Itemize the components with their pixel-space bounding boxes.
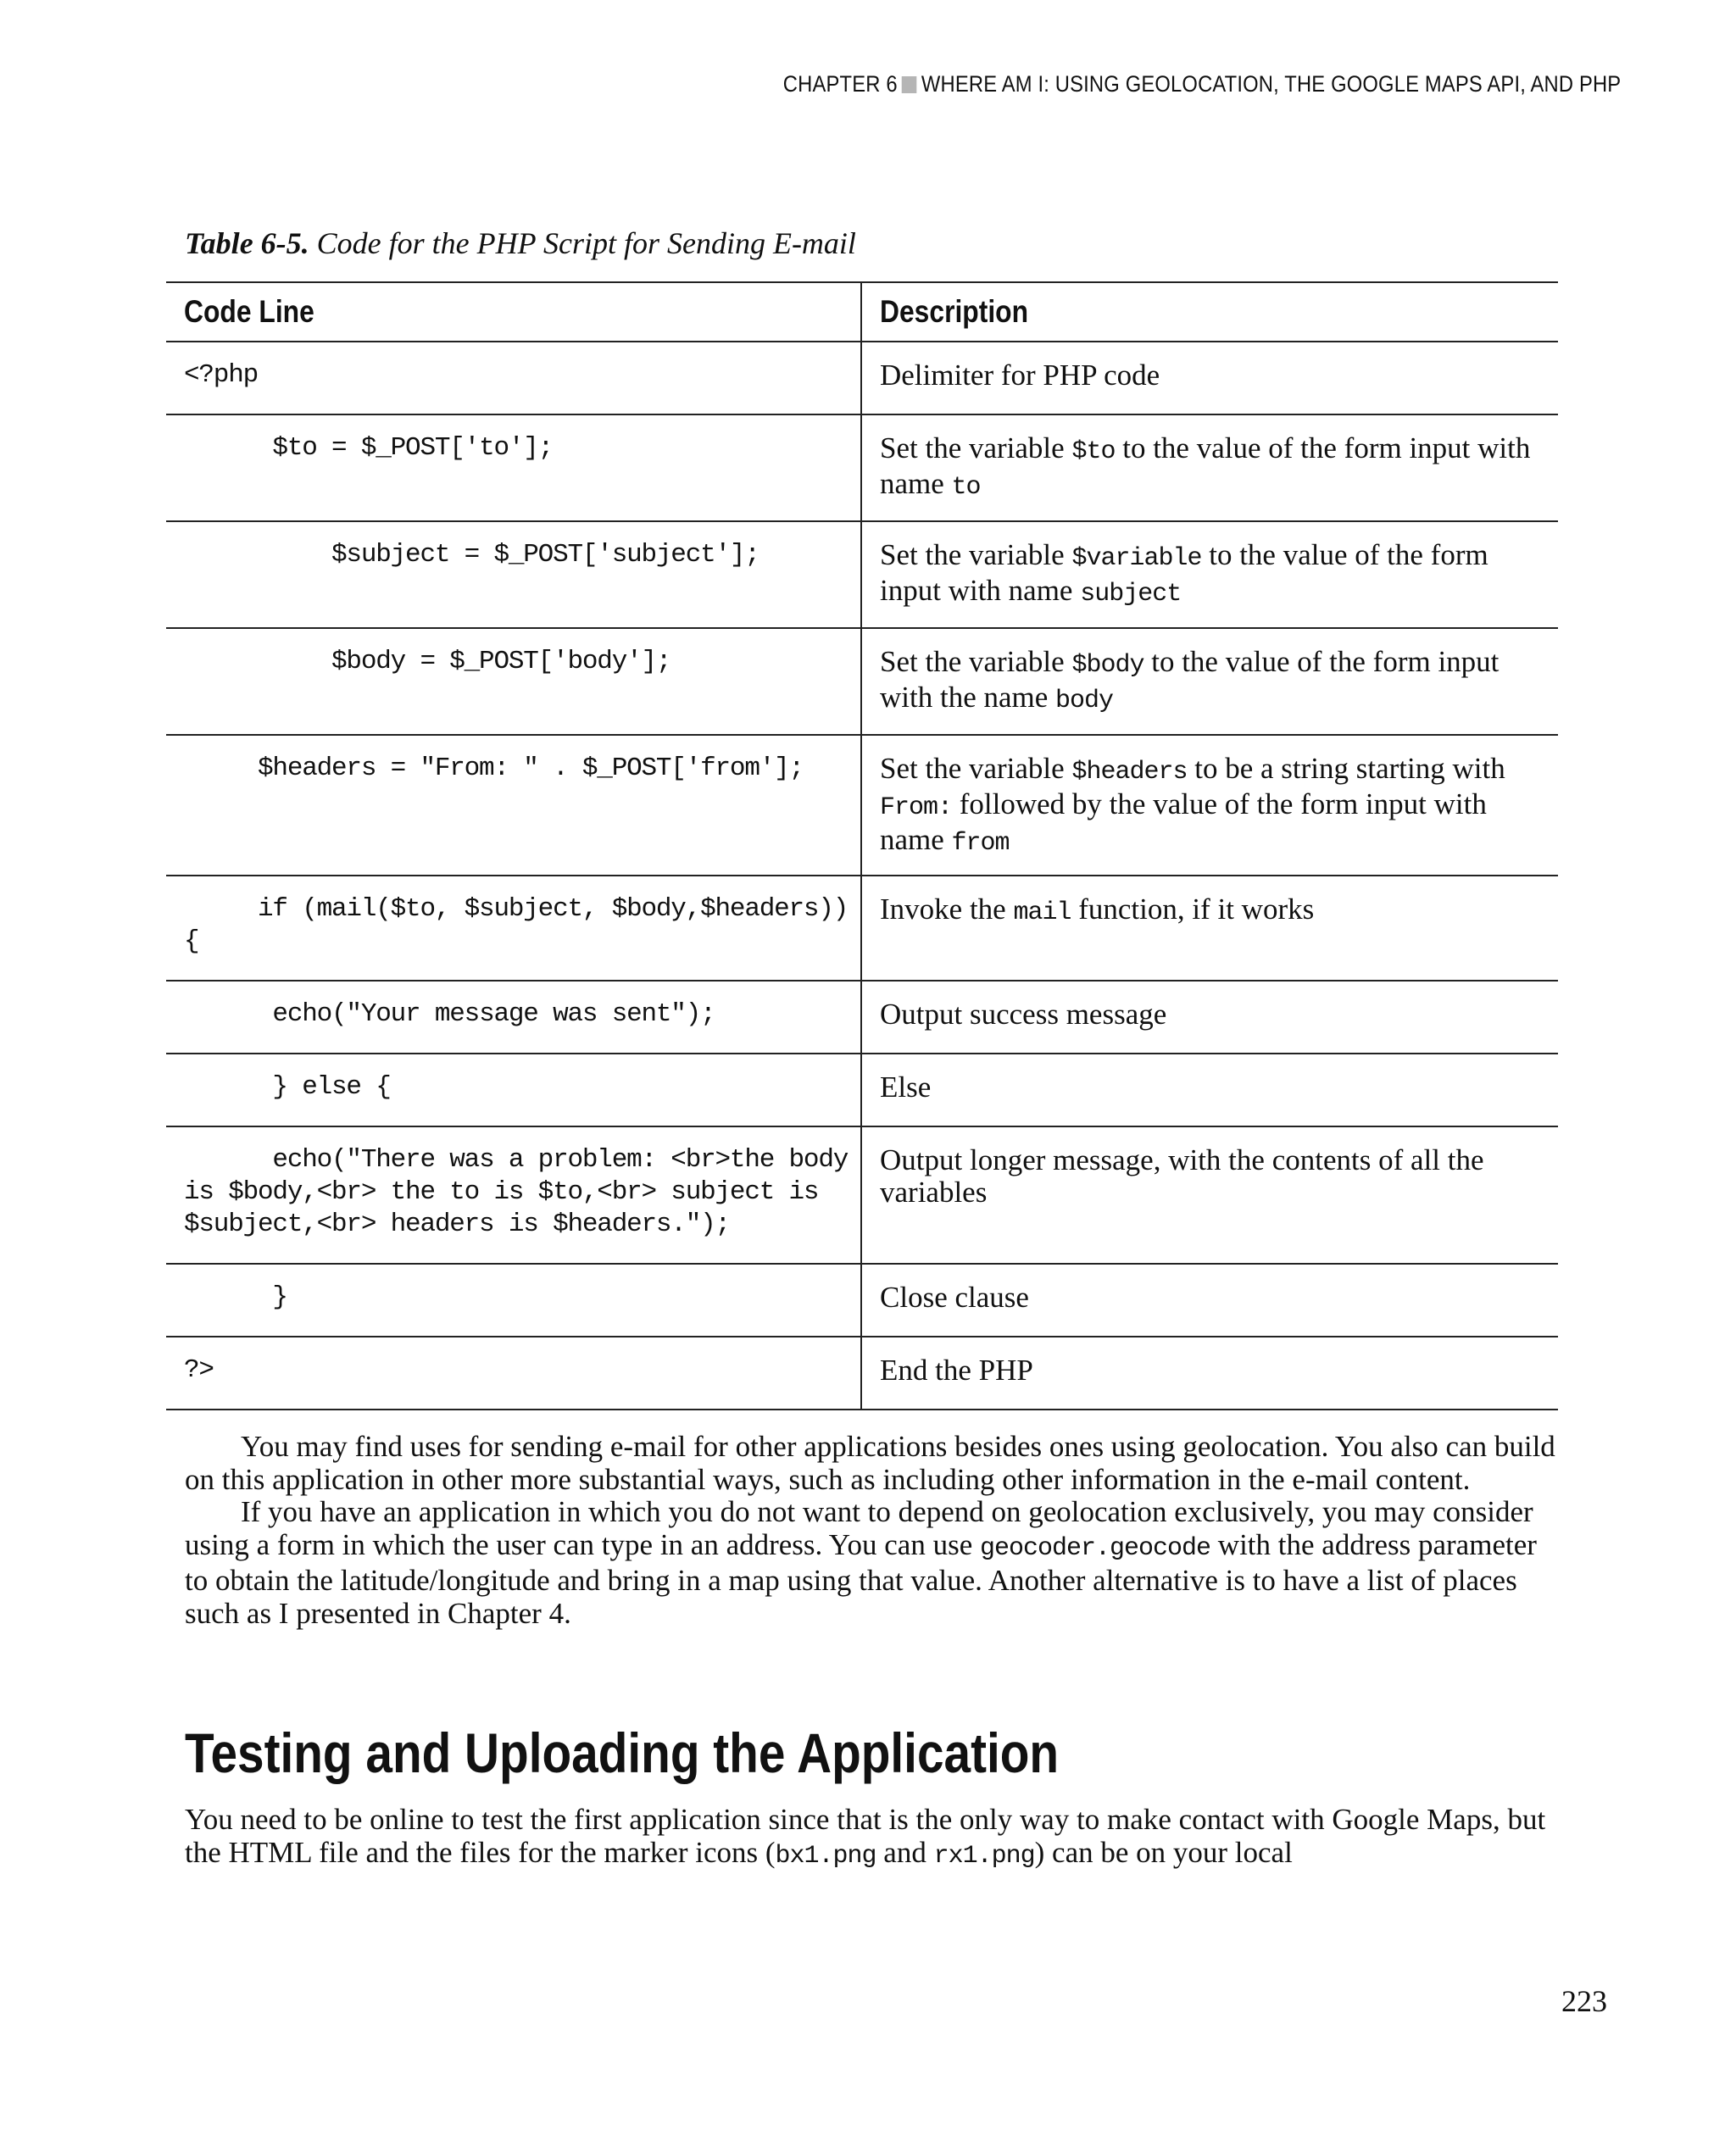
table-caption [185, 225, 856, 261]
description-text [880, 1337, 1558, 1387]
table-caption-text: Code for the PHP Script for Sending E-mail [316, 226, 856, 260]
code-line: } else { [184, 1072, 391, 1102]
description-text [880, 736, 1558, 859]
text-run: followed by the value of the form input with name [880, 787, 1487, 856]
table-header-row [166, 282, 1558, 342]
inline-code: mail [1013, 898, 1071, 927]
column-header-code-line: Code Line [166, 282, 861, 342]
separator-square-icon [902, 76, 917, 93]
body-paragraph [185, 1431, 1558, 1496]
table-body [166, 342, 1558, 1410]
table-row [166, 981, 1558, 1054]
inline-code: from [951, 829, 1010, 858]
text-run: Set the variable [880, 538, 1072, 571]
text-run: and [876, 1835, 934, 1869]
code-line: if (mail($to, $subject, $body,$headers)) { [184, 894, 849, 956]
inline-code: $to [1071, 437, 1116, 466]
description-cell [861, 414, 1558, 521]
table-row [166, 1264, 1558, 1337]
code-line-cell [166, 1264, 861, 1337]
body-paragraphs [185, 1431, 1558, 1630]
description-text [880, 1265, 1558, 1314]
table-row [166, 414, 1558, 521]
table-row [166, 628, 1558, 735]
description-cell [861, 521, 1558, 628]
inline-code: $headers [1071, 758, 1188, 787]
text-run: Output success message [880, 998, 1167, 1031]
code-line-cell [166, 1337, 861, 1410]
description-cell [861, 1126, 1558, 1264]
text-run: You may find uses for sending e-mail for other applications besides ones using geolocation. You also can build on this application in other more substantial ways, such as including other information in the e-mail content. [185, 1430, 1555, 1496]
code-line: $headers = "From: " . $_POST['from']; [184, 754, 804, 783]
description-cell [861, 1337, 1558, 1410]
inline-code: $variable [1071, 544, 1202, 573]
code-line-cell [166, 735, 861, 876]
inline-code: subject [1080, 580, 1182, 609]
description-text [880, 629, 1558, 717]
code-line: $body = $_POST['body']; [184, 647, 671, 676]
code-line-cell [166, 342, 861, 414]
running-head-title: WHERE AM I: USING GEOLOCATION, THE GOOGLE MAPS API, AND PHP [921, 71, 1621, 97]
text-run: function, if it works [1071, 893, 1315, 926]
inline-code: to [951, 473, 981, 502]
text-run: with the address parameter to obtain the latitude/longitude and bring in a map using that value. Another alternative is to have a list of places such as I presented in Chapter 4. [185, 1527, 1537, 1630]
text-run: Else [880, 1070, 932, 1104]
code-line: $to = $_POST['to']; [184, 433, 554, 463]
code-line-cell [166, 876, 861, 981]
section-body [185, 1804, 1558, 1872]
description-text [880, 342, 1558, 392]
page-number: 223 [1561, 1984, 1607, 2018]
text-run: Delimiter for PHP code [880, 359, 1160, 392]
inline-code: geocoder.geocode [980, 1533, 1211, 1563]
description-cell [861, 628, 1558, 735]
code-line: } [184, 1282, 287, 1312]
code-line-cell [166, 1126, 861, 1264]
text-run: Set the variable [880, 431, 1072, 464]
text-run: to the value of the form input with name [880, 538, 1488, 607]
text-run: to the value of the form input with the name [880, 645, 1500, 714]
code-line: echo("There was a problem: <br>the body is $body,<br> the to is $to,<br> subject is $subject,<br> headers is $headers."); [184, 1145, 849, 1239]
inline-code: bx1.png [775, 1841, 876, 1871]
description-cell [861, 876, 1558, 981]
description-cell [861, 735, 1558, 876]
table-row [166, 1126, 1558, 1264]
code-table [166, 281, 1558, 1410]
code-line: $subject = $_POST['subject']; [184, 540, 760, 570]
column-header-description: Description [861, 282, 1558, 342]
text-run: Set the variable [880, 752, 1072, 785]
text-run: to the value of the form input with name [880, 431, 1531, 500]
description-text [880, 876, 1558, 929]
description-cell [861, 342, 1558, 414]
code-line-cell [166, 981, 861, 1054]
text-run: If you have an application in which you do not want to depend on geolocation exclusively, you may consider using a form in which the user can type in an address. You can use [185, 1495, 1533, 1561]
description-text [880, 1054, 1558, 1104]
running-head [782, 71, 1621, 97]
text-run: to be a string starting with [1187, 752, 1505, 785]
text-run: End the PHP [880, 1354, 1033, 1387]
table-row [166, 735, 1558, 876]
code-line-cell [166, 1054, 861, 1126]
text-run: You need to be online to test the first application since that is the only way to make contact with Google Maps, but the HTML file and the files for the marker icons ( [185, 1803, 1546, 1869]
inline-code: body [1055, 687, 1114, 715]
code-line: ?> [184, 1355, 214, 1385]
inline-code: $body [1071, 651, 1144, 680]
text-run: ) can be on your local [1034, 1835, 1293, 1869]
table-row [166, 342, 1558, 414]
text-run: Close clause [880, 1281, 1029, 1314]
description-text [880, 415, 1558, 503]
text-run: Set the variable [880, 645, 1072, 678]
description-text [880, 522, 1558, 610]
description-text [880, 1127, 1558, 1209]
running-head-chapter: CHAPTER 6 [782, 71, 898, 97]
code-line-cell [166, 414, 861, 521]
section-heading: Testing and Uploading the Application [185, 1721, 1060, 1784]
inline-code: From: [880, 793, 953, 822]
code-line: echo("Your message was sent"); [184, 999, 715, 1029]
description-cell [861, 1264, 1558, 1337]
code-line: <?php [184, 360, 259, 390]
table-row [166, 1054, 1558, 1126]
description-cell [861, 1054, 1558, 1126]
text-run: Output longer message, with the contents of all the variables [880, 1143, 1484, 1209]
table-caption-label: Table 6-5. [185, 226, 309, 260]
body-paragraph [185, 1496, 1558, 1630]
table-row [166, 521, 1558, 628]
section-paragraph [185, 1804, 1558, 1872]
table-row [166, 1337, 1558, 1410]
table-row [166, 876, 1558, 981]
text-run: Invoke the [880, 893, 1014, 926]
inline-code: rx1.png [933, 1841, 1035, 1871]
code-line-cell [166, 521, 861, 628]
code-line-cell [166, 628, 861, 735]
description-text [880, 982, 1558, 1031]
description-cell [861, 981, 1558, 1054]
